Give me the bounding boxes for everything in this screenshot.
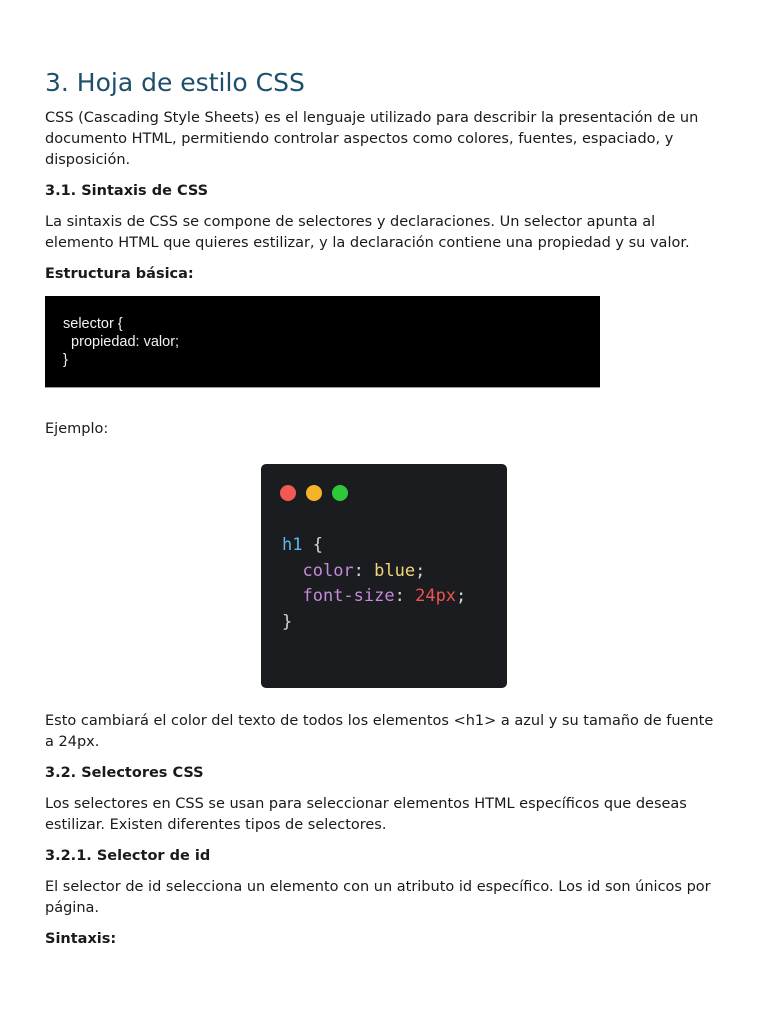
id-selector-heading: 3.2.1. Selector de id: [45, 848, 211, 864]
snippet-close-brace: }: [282, 611, 293, 632]
selectors-paragraph: Los selectores en CSS se usan para seleccionar elementos HTML específicos que deseas estilizar. Existen diferentes tipos de selectores.: [45, 796, 687, 833]
code-line: }: [63, 352, 68, 368]
selectors-heading: 3.2. Selectores CSS: [45, 765, 204, 781]
syntax-heading: 3.1. Sintaxis de CSS: [45, 183, 209, 199]
code-line: selector {: [63, 316, 123, 332]
snippet-value: blue: [374, 560, 416, 581]
code-snippet-image: [261, 464, 507, 688]
structure-label: Estructura básica:: [45, 266, 194, 282]
snippet-selector: h1: [282, 535, 303, 555]
snippet-line-close: [282, 610, 466, 636]
example-label: Ejemplo:: [45, 421, 109, 437]
close-dot-icon: [280, 485, 296, 501]
id-selector-paragraph: El selector de id selecciona un elemento con un atributo id específico. Los id son únicos por página.: [45, 879, 711, 916]
code-line: propiedad: valor;: [63, 334, 180, 350]
minimize-dot-icon: [306, 485, 322, 501]
snippet-code: [282, 533, 466, 635]
syntax-label: Sintaxis:: [45, 931, 117, 947]
snippet-property: color: [302, 560, 354, 581]
section-title: 3. Hoja de estilo CSS: [45, 68, 305, 97]
snippet-value: 24px: [415, 586, 457, 606]
maximize-dot-icon: [332, 485, 348, 501]
snippet-line-declaration: font-size: 24px;: [302, 586, 467, 606]
basic-structure-code-block: [45, 296, 600, 388]
section-intro-paragraph: CSS (Cascading Style Sheets) es el lenguaje utilizado para describir la presentación de un documento HTML, permitiendo controlar aspectos como colores, fuentes, espaciado, y disposición.: [45, 110, 699, 168]
snippet-open-brace: {: [312, 535, 323, 555]
snippet-line-declaration: color: blue;: [302, 560, 426, 581]
snippet-property: font-size: [302, 586, 395, 606]
example-explanation-paragraph: Esto cambiará el color del texto de todos los elementos <h1> a azul y su tamaño de fuente a 24px.: [45, 713, 714, 750]
snippet-line-selector: [282, 533, 466, 559]
syntax-paragraph: La sintaxis de CSS se compone de selectores y declaraciones. Un selector apunta al elemento HTML que quieres estilizar, y la declaración contiene una propiedad y su valor.: [45, 214, 690, 251]
